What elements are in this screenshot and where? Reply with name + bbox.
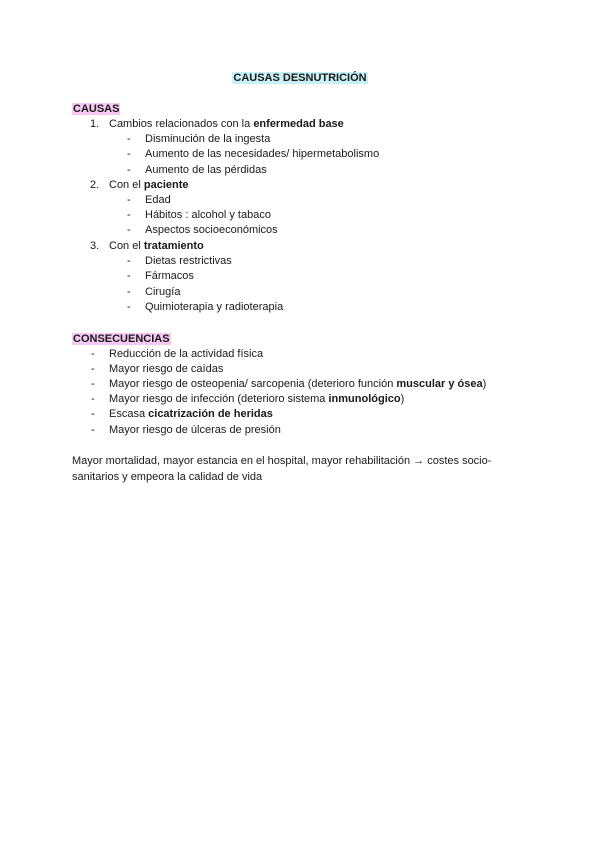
bullet: - bbox=[127, 286, 131, 298]
item-pre: Mayor riesgo de infección (deterioro sistema bbox=[109, 393, 329, 405]
item-pre: Escasa bbox=[109, 408, 149, 420]
item-prefix: Cambios relacionados con la bbox=[109, 118, 254, 130]
list-item-text bbox=[109, 117, 344, 132]
item-prefix: Con el bbox=[109, 240, 144, 252]
bullet: - bbox=[127, 148, 131, 160]
causas-heading bbox=[72, 102, 120, 117]
list-number: 1. bbox=[90, 118, 100, 130]
bullet: - bbox=[127, 194, 131, 206]
list-number: 3. bbox=[90, 240, 100, 252]
item-pre: Mayor riesgo de úlceras de presión bbox=[109, 424, 281, 436]
list-item-text: Edad bbox=[145, 194, 171, 206]
bullet: - bbox=[127, 255, 131, 267]
consecuencias-heading bbox=[72, 332, 171, 347]
document-title bbox=[0, 71, 600, 86]
item-pre: Mayor riesgo de caídas bbox=[109, 363, 224, 375]
consecuencias-heading-text: CONSECUENCIAS bbox=[73, 333, 170, 345]
item-bold: paciente bbox=[143, 179, 189, 191]
item-pre: Reducción de la actividad física bbox=[109, 348, 264, 360]
item-bold: muscular y ósea bbox=[396, 378, 483, 390]
list-item-text: Fármacos bbox=[145, 270, 194, 282]
list-number: 2. bbox=[90, 179, 100, 191]
bullet: - bbox=[91, 393, 95, 405]
list-item-text bbox=[109, 407, 273, 422]
item-post: ) bbox=[482, 378, 487, 390]
summary-paragraph: Mayor mortalidad, mayor estancia en el hospital, mayor rehabilitación → costes socio-sanitarios y empeora la calidad de vida bbox=[72, 455, 492, 483]
bullet: - bbox=[127, 164, 131, 176]
list-item-text: Cirugía bbox=[145, 286, 181, 298]
bullet: - bbox=[91, 424, 95, 436]
item-pre: Mayor riesgo de osteopenia/ sarcopenia (deterioro función bbox=[109, 378, 397, 390]
item-bold: tratamiento bbox=[143, 240, 204, 252]
list-item-text: Aumento de las necesidades/ hipermetabolismo bbox=[145, 148, 380, 160]
list-item-text bbox=[109, 423, 281, 438]
item-bold: cicatrización de heridas bbox=[148, 408, 273, 420]
bullet: - bbox=[91, 348, 95, 360]
bullet: - bbox=[127, 133, 131, 145]
list-item-text: Aumento de las pérdidas bbox=[145, 164, 267, 176]
list-item-text bbox=[109, 178, 189, 193]
bullet: - bbox=[127, 209, 131, 221]
bullet: - bbox=[127, 224, 131, 236]
list-item-text: Hábitos : alcohol y tabaco bbox=[145, 209, 271, 221]
list-item-text bbox=[109, 377, 486, 392]
item-prefix: Con el bbox=[109, 179, 144, 191]
list-item-text: Aspectos socioeconómicos bbox=[145, 224, 278, 236]
list-item-text: Quimioterapia y radioterapia bbox=[145, 301, 284, 313]
bullet: - bbox=[127, 270, 131, 282]
bullet: - bbox=[91, 408, 95, 420]
bullet: - bbox=[91, 363, 95, 375]
title-text: CAUSAS DESNUTRICIÓN bbox=[233, 72, 367, 84]
list-item-text bbox=[109, 362, 223, 377]
list-item-text: Disminución de la ingesta bbox=[145, 133, 271, 145]
bullet: - bbox=[91, 378, 95, 390]
list-item-text bbox=[109, 392, 404, 407]
list-item-text bbox=[109, 239, 204, 254]
causas-heading-text: CAUSAS bbox=[73, 103, 120, 115]
list-item-text bbox=[109, 347, 263, 362]
list-item-text: Dietas restrictivas bbox=[145, 255, 232, 267]
item-bold: inmunológico bbox=[328, 393, 401, 405]
item-bold: enfermedad base bbox=[253, 118, 344, 130]
item-post: ) bbox=[400, 393, 405, 405]
bullet: - bbox=[127, 301, 131, 313]
